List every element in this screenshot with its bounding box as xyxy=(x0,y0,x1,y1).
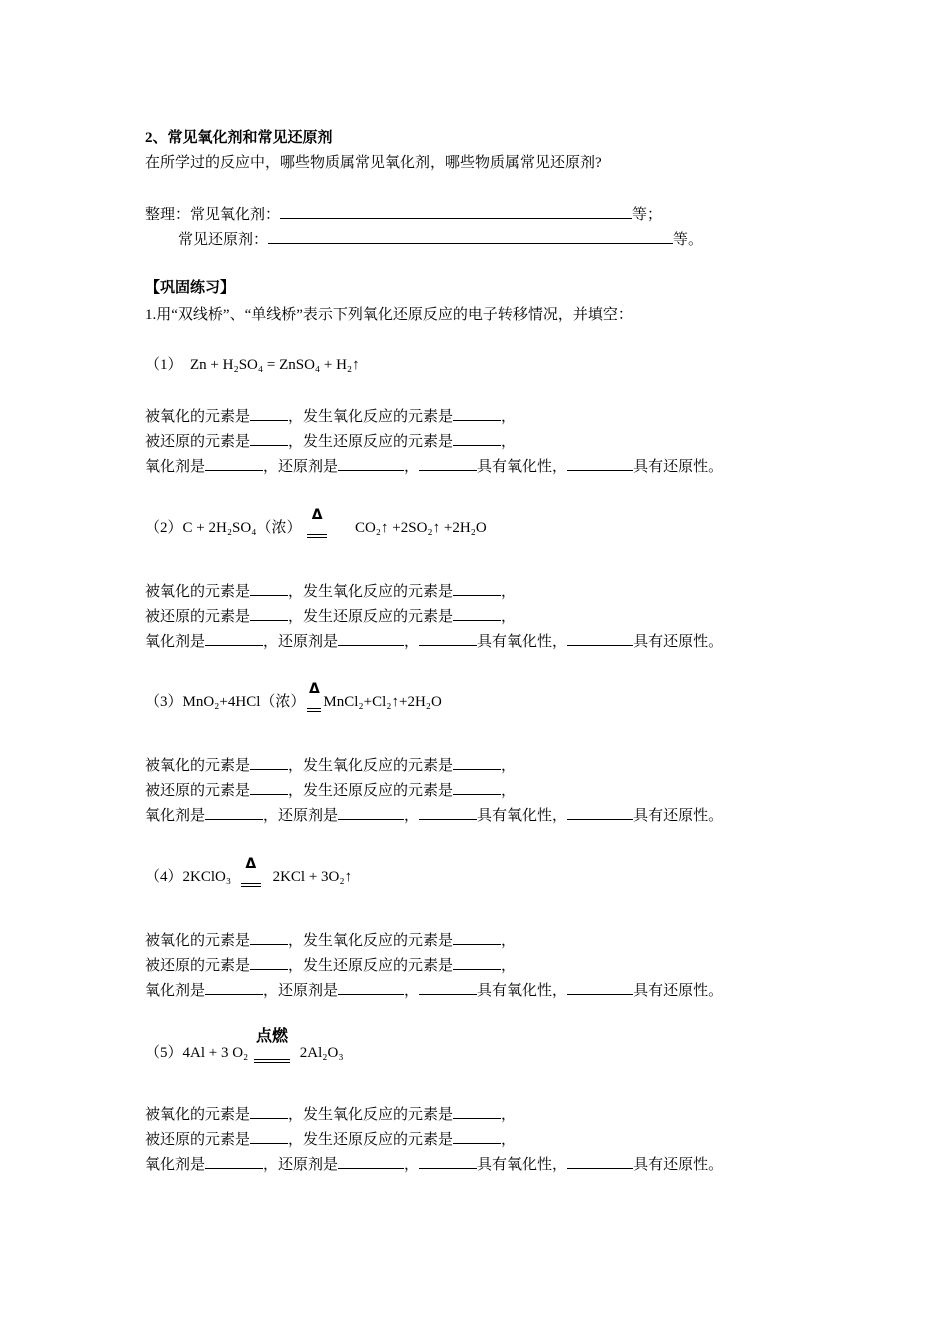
reductant-blank[interactable] xyxy=(338,979,404,995)
reaction-equation-2 xyxy=(145,507,487,538)
reductant-label: ，还原剂是 xyxy=(263,1157,339,1173)
reductant-blank[interactable] xyxy=(338,804,404,820)
comma: ， xyxy=(404,1157,420,1173)
oxidized-element-blank[interactable] xyxy=(250,929,288,945)
reduction-element-blank[interactable] xyxy=(453,1128,501,1144)
reduction-label: ，发生还原反应的元素是 xyxy=(288,1132,454,1148)
reductant-label: ，还原剂是 xyxy=(263,983,339,999)
question-block-2 xyxy=(145,580,723,655)
oxidant-label: 氧化剂是 xyxy=(145,983,206,999)
ignition-condition xyxy=(254,1026,290,1063)
agents-line xyxy=(145,979,723,1004)
summary-reductants-line xyxy=(178,228,703,250)
oxidizing-label: 具有氧化性， xyxy=(477,983,568,999)
heating-condition xyxy=(307,507,327,538)
reduction-label: ，发生还原反应的元素是 xyxy=(288,783,454,799)
practice-instruction: 1.用“双线桥”、“单线桥”表示下列氧化还原反应的电子转移情况，并填空： xyxy=(145,307,633,323)
summary-oxidants-label: 整理：常见氧化剂： xyxy=(145,207,281,223)
oxidation-label: ，发生氧化反应的元素是 xyxy=(288,933,454,949)
reduced-element-blank[interactable] xyxy=(250,1128,288,1144)
reduced-line xyxy=(145,954,723,979)
comma: ， xyxy=(501,783,517,799)
reaction-number: （2） xyxy=(145,520,183,536)
reaction-number: （5） xyxy=(145,1045,183,1061)
reaction-products: 2Al₂O₃ xyxy=(299,1045,344,1061)
ignition-label: 点燃 xyxy=(256,1026,289,1045)
reduction-element-blank[interactable] xyxy=(453,430,501,446)
heating-condition xyxy=(307,681,321,712)
oxidation-element-blank[interactable] xyxy=(453,580,501,596)
oxidized-line xyxy=(145,580,723,605)
reduced-label: 被还原的元素是 xyxy=(145,609,251,625)
oxidized-label: 被氧化的元素是 xyxy=(145,933,251,949)
reductant-label: ，还原剂是 xyxy=(263,634,339,650)
oxidation-element-blank[interactable] xyxy=(453,754,501,770)
oxidizing-label: 具有氧化性， xyxy=(477,459,568,475)
reduced-label: 被还原的元素是 xyxy=(145,434,251,450)
reductant-label: ，还原剂是 xyxy=(263,808,339,824)
oxidizing-substance-blank[interactable] xyxy=(419,979,477,995)
reaction-products: CO₂↑ +2SO₂↑ +2H₂O xyxy=(354,520,487,536)
delta-icon: Δ xyxy=(311,507,323,523)
comma: ， xyxy=(501,584,517,600)
reduced-element-blank[interactable] xyxy=(250,779,288,795)
oxidation-label: ，发生氧化反应的元素是 xyxy=(288,1107,454,1123)
reaction-reactants: MnO₂+4HCl（浓） xyxy=(182,694,306,710)
oxidant-blank[interactable] xyxy=(205,455,263,471)
reductant-label: ，还原剂是 xyxy=(263,459,339,475)
oxidant-blank[interactable] xyxy=(205,630,263,646)
summary-oxidants-suffix: 等； xyxy=(632,207,663,223)
reductant-blank[interactable] xyxy=(338,1153,404,1169)
reducing-substance-blank[interactable] xyxy=(567,804,633,820)
reaction-number: （4） xyxy=(145,869,183,885)
reduction-element-blank[interactable] xyxy=(453,779,501,795)
oxidized-label: 被氧化的元素是 xyxy=(145,584,251,600)
comma: ， xyxy=(501,434,517,450)
reduced-line xyxy=(145,605,723,630)
oxidizing-label: 具有氧化性， xyxy=(477,808,568,824)
reduction-label: ，发生还原反应的元素是 xyxy=(288,609,454,625)
reduced-label: 被还原的元素是 xyxy=(145,958,251,974)
reducing-substance-blank[interactable] xyxy=(567,979,633,995)
reducing-substance-blank[interactable] xyxy=(567,630,633,646)
oxidized-line xyxy=(145,1103,723,1128)
oxidized-element-blank[interactable] xyxy=(250,405,288,421)
oxidizing-label: 具有氧化性， xyxy=(477,1157,568,1173)
reduced-label: 被还原的元素是 xyxy=(145,1132,251,1148)
section-question: 在所学过的反应中，哪些物质属常见氧化剂，哪些物质属常见还原剂? xyxy=(145,155,602,171)
oxidant-label: 氧化剂是 xyxy=(145,634,206,650)
oxidation-label: ，发生氧化反应的元素是 xyxy=(288,409,454,425)
reaction-equation-1 xyxy=(145,355,360,375)
reduction-element-blank[interactable] xyxy=(453,954,501,970)
delta-icon: Δ xyxy=(308,681,320,697)
oxidation-element-blank[interactable] xyxy=(453,929,501,945)
oxidizing-substance-blank[interactable] xyxy=(419,1153,477,1169)
oxidant-blank[interactable] xyxy=(205,804,263,820)
agents-line xyxy=(145,804,723,829)
reducing-label: 具有还原性。 xyxy=(633,634,724,650)
reductant-blank[interactable] xyxy=(338,455,404,471)
oxidant-label: 氧化剂是 xyxy=(145,808,206,824)
reduced-element-blank[interactable] xyxy=(250,954,288,970)
section-heading: 2、常见氧化剂和常见还原剂 xyxy=(145,130,333,146)
agents-line xyxy=(145,630,723,655)
oxidation-label: ，发生氧化反应的元素是 xyxy=(288,758,454,774)
oxidized-line xyxy=(145,929,723,954)
oxidized-line xyxy=(145,754,723,779)
reaction-number: （1） xyxy=(145,357,183,373)
reduction-label: ，发生还原反应的元素是 xyxy=(288,958,454,974)
comma: ， xyxy=(404,983,420,999)
oxidants-blank[interactable] xyxy=(280,203,632,219)
oxidant-label: 氧化剂是 xyxy=(145,1157,206,1173)
reduced-element-blank[interactable] xyxy=(250,430,288,446)
reduced-line xyxy=(145,1128,723,1153)
summary-reductants-label: 常见还原剂： xyxy=(178,232,269,248)
comma: ， xyxy=(404,459,420,475)
reaction-reactants: 2KClO₃ xyxy=(182,869,232,885)
oxidized-line xyxy=(145,405,723,430)
reduced-line xyxy=(145,779,723,804)
reaction-equation-4 xyxy=(145,856,353,887)
comma: ， xyxy=(404,634,420,650)
delta-icon: Δ xyxy=(245,856,257,872)
reaction-reactants: C + 2H₂SO₄（浓） xyxy=(182,520,302,536)
reaction-equation-3 xyxy=(145,681,442,712)
summary-reductants-suffix: 等。 xyxy=(673,232,704,248)
oxidizing-substance-blank[interactable] xyxy=(419,455,477,471)
comma: ， xyxy=(501,758,517,774)
oxidation-label: ，发生氧化反应的元素是 xyxy=(288,584,454,600)
oxidation-element-blank[interactable] xyxy=(453,1103,501,1119)
reducing-label: 具有还原性。 xyxy=(633,1157,724,1173)
comma: ， xyxy=(501,1107,517,1123)
reaction-products: 2KCl + 3O₂↑ xyxy=(272,869,353,885)
reduced-element-blank[interactable] xyxy=(250,605,288,621)
reducing-substance-blank[interactable] xyxy=(567,1153,633,1169)
reduction-element-blank[interactable] xyxy=(453,605,501,621)
comma: ， xyxy=(501,409,517,425)
comma: ， xyxy=(501,609,517,625)
oxidation-element-blank[interactable] xyxy=(453,405,501,421)
comma: ， xyxy=(501,958,517,974)
reducing-label: 具有还原性。 xyxy=(633,983,724,999)
oxidized-label: 被氧化的元素是 xyxy=(145,409,251,425)
reaction-reactants: 4Al + 3 O₂ xyxy=(182,1045,249,1061)
oxidized-label: 被氧化的元素是 xyxy=(145,1107,251,1123)
reaction-formula: Zn + H₂SO₄ = ZnSO₄ + H₂↑ xyxy=(190,357,360,373)
oxidized-element-blank[interactable] xyxy=(250,754,288,770)
agents-line xyxy=(145,1153,723,1178)
reducing-label: 具有还原性。 xyxy=(633,808,724,824)
reducing-substance-blank[interactable] xyxy=(567,455,633,471)
reductants-blank[interactable] xyxy=(268,228,673,244)
oxidant-blank[interactable] xyxy=(205,979,263,995)
reaction-equation-5 xyxy=(145,1026,344,1063)
oxidizing-label: 具有氧化性， xyxy=(477,634,568,650)
question-block-3 xyxy=(145,754,723,829)
comma: ， xyxy=(404,808,420,824)
heating-condition xyxy=(241,856,261,887)
reaction-products: MnCl₂+Cl₂↑+2H₂O xyxy=(323,694,442,710)
oxidized-element-blank[interactable] xyxy=(250,580,288,596)
reduced-line xyxy=(145,430,723,455)
reducing-label: 具有还原性。 xyxy=(633,459,724,475)
comma: ， xyxy=(501,1132,517,1148)
comma: ， xyxy=(501,933,517,949)
agents-line xyxy=(145,455,723,480)
reductant-blank[interactable] xyxy=(338,630,404,646)
summary-oxidants-line xyxy=(145,203,662,225)
reaction-number: （3） xyxy=(145,694,183,710)
reduction-label: ，发生还原反应的元素是 xyxy=(288,434,454,450)
oxidizing-substance-blank[interactable] xyxy=(419,630,477,646)
oxidant-blank[interactable] xyxy=(205,1153,263,1169)
oxidizing-substance-blank[interactable] xyxy=(419,804,477,820)
question-block-5 xyxy=(145,1103,723,1178)
practice-heading: 【巩固练习】 xyxy=(145,280,236,296)
question-block-4 xyxy=(145,929,723,1004)
oxidized-element-blank[interactable] xyxy=(250,1103,288,1119)
oxidant-label: 氧化剂是 xyxy=(145,459,206,475)
reduced-label: 被还原的元素是 xyxy=(145,783,251,799)
oxidized-label: 被氧化的元素是 xyxy=(145,758,251,774)
question-block-1 xyxy=(145,405,723,480)
